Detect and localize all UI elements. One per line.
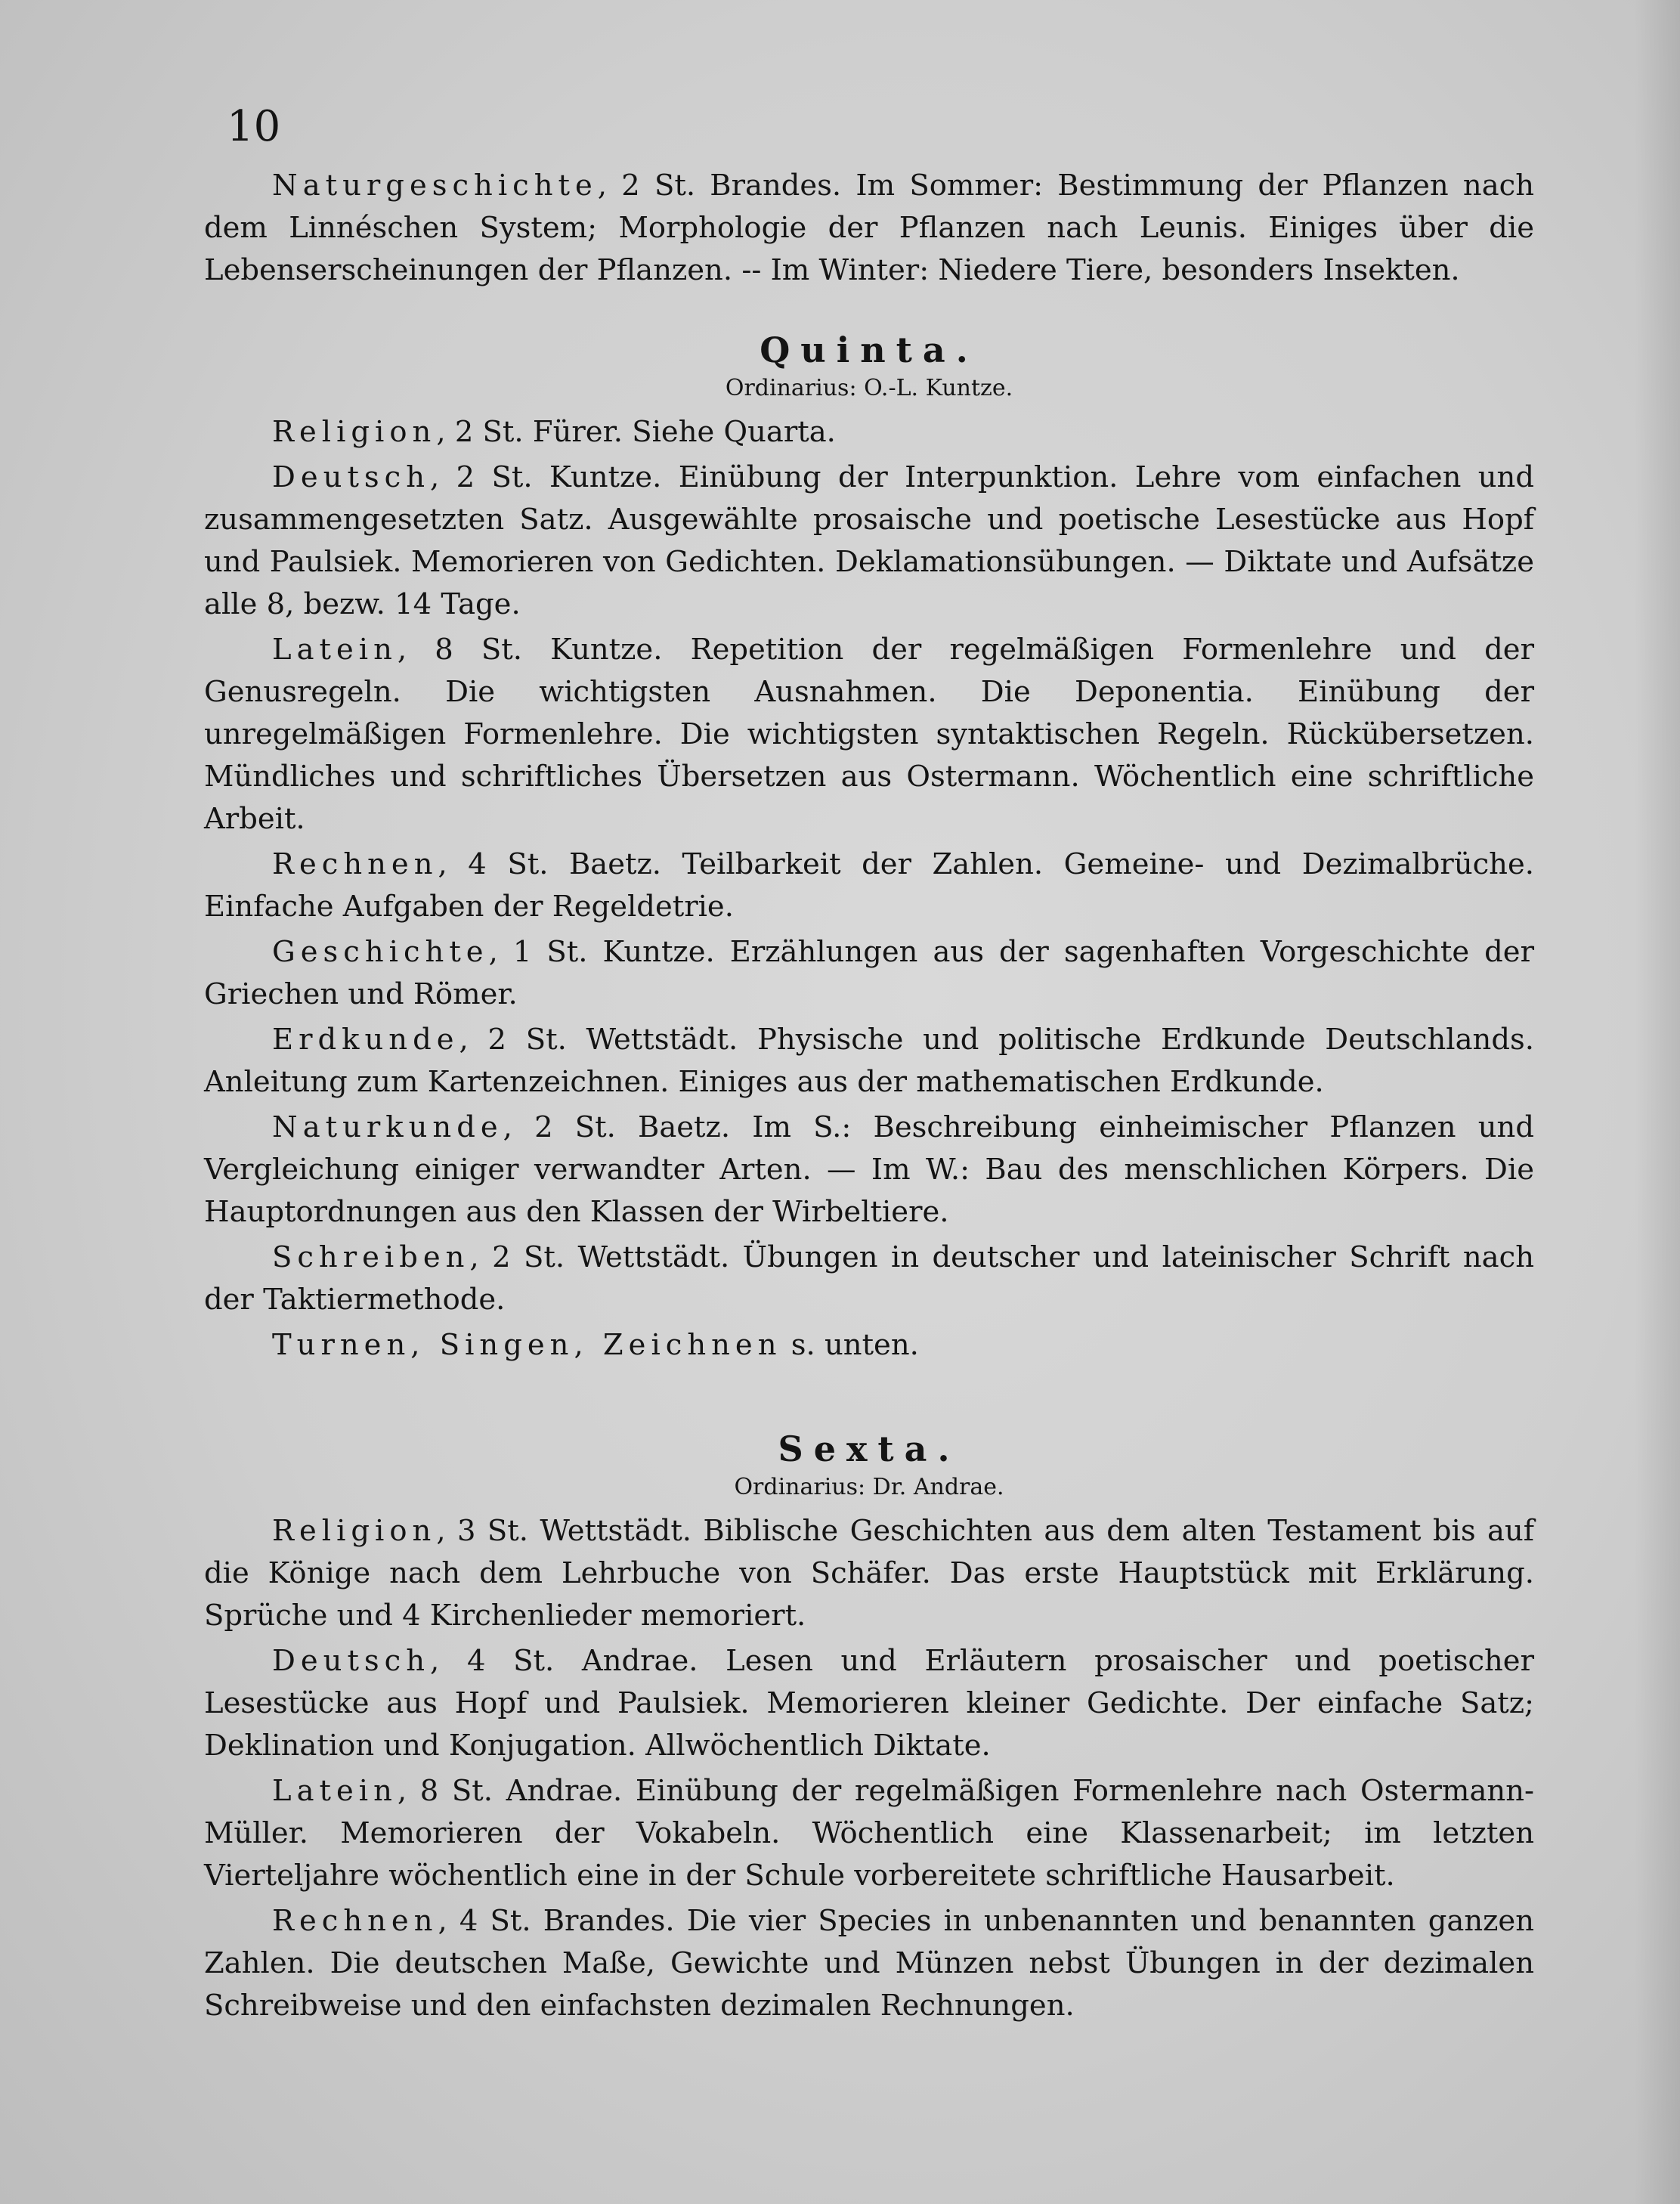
section-heading-sexta: Sexta.	[778, 1429, 961, 1469]
entry-text: , 4 St. Brandes. Die vier Species in unbenannten und benannten ganzen Zahlen. Die deutschen Maße, Gewichte und Münzen nebst Übungen in der dezimalen Schreibweise und den einfachsten dezimalen Rechnungen.	[204, 1904, 1534, 2023]
entry-text: , 3 St. Wettstädt. Biblische Geschichten aus dem alten Testament bis auf die Könige nach dem Lehrbuche von Schäfer. Das erste Hauptstück mit Erklärung. Sprüche und 4 Kirchenlieder memoriert.	[204, 1514, 1534, 1633]
subject-label: Latein	[272, 633, 398, 667]
entry-text: , 4 St. Baetz. Teilbarkeit der Zahlen. Gemeine- und Dezimalbrüche. Einfache Aufgaben der Regeldetrie.	[204, 847, 1534, 924]
entry-text: , 2 St. Wettstädt. Übungen in deutscher und lateinischer Schrift nach der Taktiermethode.	[204, 1240, 1534, 1317]
entry-quinta-religion	[204, 411, 1534, 453]
entry-text: , 1 St. Kuntze. Erzählungen aus der sagenhaften Vorgeschichte der Griechen und Römer.	[204, 935, 1534, 1011]
subject-label: Rechnen	[272, 847, 438, 881]
entry-text: , 2 St. Baetz. Im S.: Beschreibung einheimischer Pflanzen und Vergleichung einiger verwandter Arten. — Im W.: Bau des menschlichen Körpers. Die Hauptordnungen aus den Klassen der Wirbeltiere.	[204, 1110, 1534, 1229]
entry-sexta-rechnen	[204, 1900, 1534, 2027]
entry-naturgeschichte	[204, 165, 1534, 292]
entry-text: , 2 St. Wettstädt. Physische und politische Erdkunde Deutschlands. Anleitung zum Kartenzeichnen. Einiges aus der mathematischen Erdkunde.	[204, 1023, 1534, 1099]
entry-sexta-deutsch	[204, 1640, 1534, 1767]
subject-label: Turnen, Singen, Zeichnen	[272, 1328, 782, 1362]
page-number: 10	[227, 102, 281, 151]
entry-text: , 2 St. Fürer. Siehe Quarta.	[436, 415, 836, 449]
entry-text: , 8 St. Kuntze. Repetition der regelmäßigen Formenlehre und der Genusregeln. Die wichtigsten Ausnahmen. Die Deponentia. Einübung der unregelmäßigen Formenlehre. Die wichtigsten syntaktischen Regeln. Rückübersetzen. Mündliches und schriftliches Übersetzen aus Ostermann. Wöchentlich eine schriftliche Arbeit.	[204, 633, 1534, 836]
entry-sexta-religion	[204, 1510, 1534, 1637]
subject-label: Religion	[272, 1514, 437, 1548]
entry-quinta-schreiben	[204, 1237, 1534, 1321]
section-heading-quinta: Quinta.	[760, 330, 979, 370]
subject-label: Erdkunde	[272, 1023, 459, 1057]
subject-label: Geschichte	[272, 935, 489, 969]
entry-text: , 4 St. Andrae. Lesen und Erläutern prosaischer und poetischer Lesestücke aus Hopf und Paulsiek. Memorieren kleiner Gedichte. Der einfache Satz; Deklination und Konjugation. Allwöchentlich Diktate.	[204, 1644, 1534, 1763]
subject-label: Schreiben	[272, 1240, 470, 1274]
subject-label: Latein	[272, 1774, 398, 1808]
ordinarius-quinta: Ordinarius: O.-L. Kuntze.	[725, 375, 1013, 401]
subject-label: Naturkunde	[272, 1110, 503, 1144]
entry-quinta-naturkunde	[204, 1107, 1534, 1234]
entry-text: , 8 St. Andrae. Einübung der regelmäßigen Formenlehre nach Ostermann-Müller. Memorieren der Vokabeln. Wöchentlich eine Klassenarbeit; im letzten Vierteljahre wöchentlich eine in der Schule vorbereitete schriftliche Hausarbeit.	[204, 1774, 1534, 1893]
entry-text: s. unten.	[781, 1328, 919, 1362]
ordinarius-sexta: Ordinarius: Dr. Andrae.	[734, 1474, 1004, 1500]
entry-quinta-rechnen	[204, 844, 1534, 928]
subject-label: Naturgeschichte	[272, 169, 598, 203]
entry-quinta-geschichte	[204, 931, 1534, 1016]
entry-quinta-turnen-singen-zeichnen	[204, 1324, 1534, 1367]
entry-sexta-latein	[204, 1770, 1534, 1897]
subject-label: Deutsch	[272, 460, 431, 494]
subject-label: Deutsch	[272, 1644, 431, 1678]
entry-quinta-deutsch	[204, 457, 1534, 626]
subject-label: Religion	[272, 415, 437, 449]
page-content	[204, 102, 1534, 2027]
entry-text: , 2 St. Brandes. Im Sommer: Bestimmung der Pflanzen nach dem Linnéschen System; Morphologie der Pflanzen nach Leunis. Einiges über die Lebenserscheinungen der Pflanzen. -- Im Winter: Niedere Tiere, besonders Insekten.	[204, 169, 1534, 287]
subject-label: Rechnen	[272, 1904, 438, 1938]
entry-quinta-latein	[204, 629, 1534, 840]
page-edge-shadow	[1635, 0, 1680, 2204]
entry-quinta-erdkunde	[204, 1019, 1534, 1104]
entry-text: , 2 St. Kuntze. Einübung der Interpunktion. Lehre vom einfachen und zusammengesetzten Satz. Ausgewählte prosaische und poetische Lesestücke aus Hopf und Paulsiek. Memorieren von Gedichten. Deklamationsübungen. — Diktate und Aufsätze alle 8, bezw. 14 Tage.	[204, 460, 1534, 621]
